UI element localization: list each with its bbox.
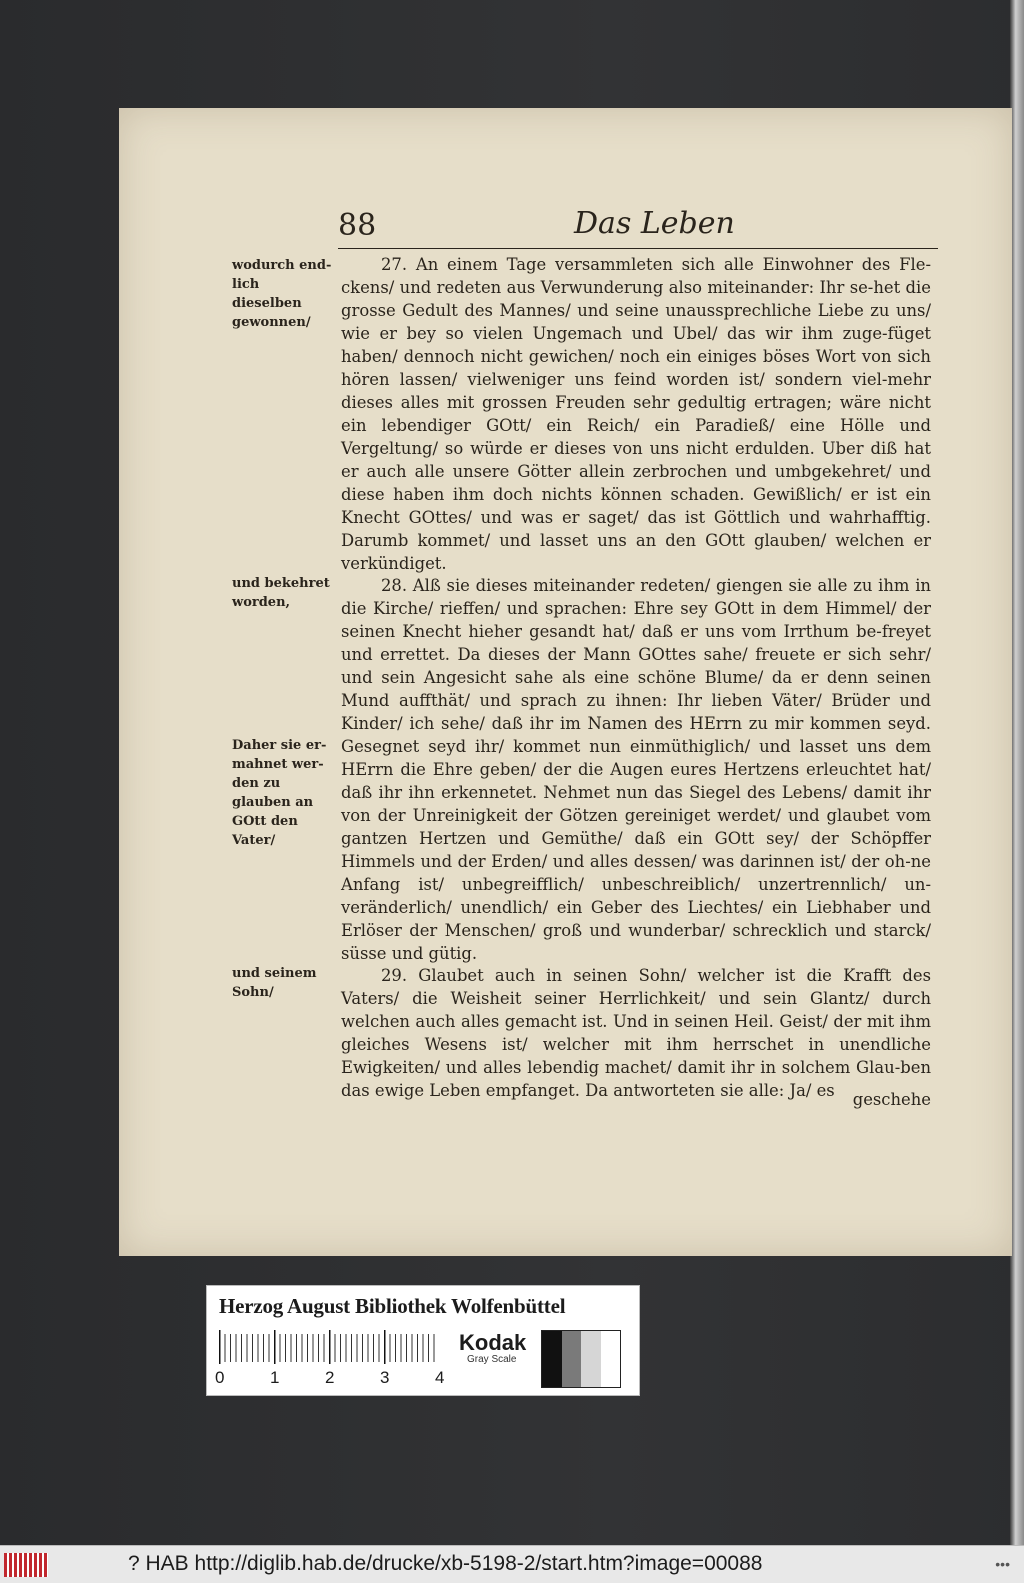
paragraph-28: 28. Alß sie dieses miteinander redeten/ giengen sie alle zu ihm in die Kirche/ rieffen/ und sprachen: Ehre sey GOtt in dem Himmel/ der seinen Knecht hieher gesandt hat/ daß er uns vom Irrthum be-freyet und errettet. Da dieses der Mann GOttes sahe/ freuete er sich sehr/ und sein Angesicht sahe als eine schöne Blume/ da er denn seinen Mund auffthät/ und sprach zu ihnen: Ihr lieben Väter/ Brüder und Kinder/ ich sehe/ daß ihr im Namen des HErrn zu mir kommen seyd. Gesegnet seyd ihr/ kommet nun einmüthiglich/ und lasset uns dem HErrn die Ehre geben/ der die Augen eures Hertzens erleuchtet hat/ daß ihr ihn erkennetet. Nehmet nun das Siegel des Lebens/ damit ihr von der Unreinigkeit der Götzen gereiniget werdet/ und glaubet vom gantzen Hertzen und Gemüthe/ daß ein GOtt sey/ der Schöpffer Himmels und der Erden/ und alles dessen/ was darinnen ist/ der oh-ne Anfang ist/ unbegreifflich/ unbeschreiblich/ unzertrennlich/ un-veränderlich/ unendlich/ ein Geber des Liechtes/ ein Liebhaber und Erlöser der Menschen/ groß und wunderbar/ schrecklich und starck/ süsse und gütig. <box>341 576 931 963</box>
book-page <box>119 108 1012 1256</box>
gray-patches <box>541 1330 621 1388</box>
margin-note-3: Daher sie er-mahnet wer-den zu glauben an GOtt den Vater/ <box>232 738 327 848</box>
status-bar <box>0 1545 1024 1583</box>
library-name: Herzog August Bibliothek Wolfenbüttel <box>219 1294 566 1318</box>
hab-logo-icon <box>4 1553 48 1577</box>
ruler-label: 3 <box>380 1368 390 1387</box>
status-url[interactable]: ? HAB http://diglib.hab.de/drucke/xb-5198-2/start.htm?image=00088 <box>128 1552 763 1575</box>
ruler-label: 0 <box>215 1368 225 1387</box>
margin-note-1: wodurch end-lich dieselben gewonnen/ <box>232 258 332 330</box>
ruler-label: 2 <box>325 1368 335 1387</box>
ruler-label: 4 <box>435 1368 445 1387</box>
paragraph-27: 27. An einem Tage versammleten sich alle Einwohner des Fle-ckens/ und redeten aus Verwunderung also miteinander: Ihr se-het die grosse Gedult des Mannes/ und seine unaussprechliche Liebe zu uns/ wie er bey so vielen Ungemach und Ubel/ das wir ihm zuge-füget haben/ dennoch nicht gewichen/ noch ein einiges böses Wort von sich hören lassen/ vielweniger uns feind worden ist/ sondern viel-mehr dieses alles mit grossen Freuden sehr gedultig ertragen; wäre nicht ein lebendiger GOtt/ ein Reich/ ein Paradieß/ eine Hölle und Vergeltung/ so würde er dieses von uns nicht erdulden. Uber diß hat er auch alle unsere Götter allein zerbrochen und umbgekehret/ und diese haben ihm doch nichts können schaden. Gewißlich/ er ist ein Knecht GOttes/ und was er saget/ das ist Göttlich und wahrhafftig. Darumb kommet/ und lasset uns an den GOtt glauben/ welchen er verkündiget. <box>341 255 931 573</box>
scan-right-edge <box>1010 0 1024 1545</box>
running-head: Das Leben <box>574 206 735 241</box>
kodak-logo: Kodak <box>459 1330 527 1355</box>
margin-note-4: und seinem Sohn/ <box>232 966 317 1000</box>
gray-patch <box>581 1331 601 1387</box>
gray-patch <box>601 1331 621 1387</box>
more-icon[interactable]: ••• <box>995 1556 1010 1572</box>
catchword: geschehe <box>852 1090 931 1109</box>
gray-patch <box>562 1331 582 1387</box>
page-header <box>338 208 938 249</box>
paragraph-29: 29. Glaubet auch in seinen Sohn/ welcher ist die Krafft des Vaters/ die Weisheit seiner Herrlichkeit/ und sein Glantz/ durch welchen auch alles gemacht ist. Und in seinen Heil. Geist/ der mit ihm gleiches Wesens ist/ welcher mit ihm herrschet in unendliche Ewigkeiten/ und alles lebendig machet/ damit ihr in solchem Glau-ben das ewige Leben empfanget. Da antworteten sie alle: Ja/ es <box>341 966 931 1100</box>
page-number: 88 <box>338 208 377 243</box>
gray-scale-label: Gray Scale <box>467 1354 517 1365</box>
ruler-label: 1 <box>270 1368 280 1387</box>
ruler-labels <box>215 1368 455 1388</box>
color-scale-card <box>206 1285 640 1396</box>
gray-patch <box>542 1331 562 1387</box>
margin-note-2: und bekehret worden, <box>232 576 330 610</box>
ruler-major-ticks <box>219 1330 439 1364</box>
